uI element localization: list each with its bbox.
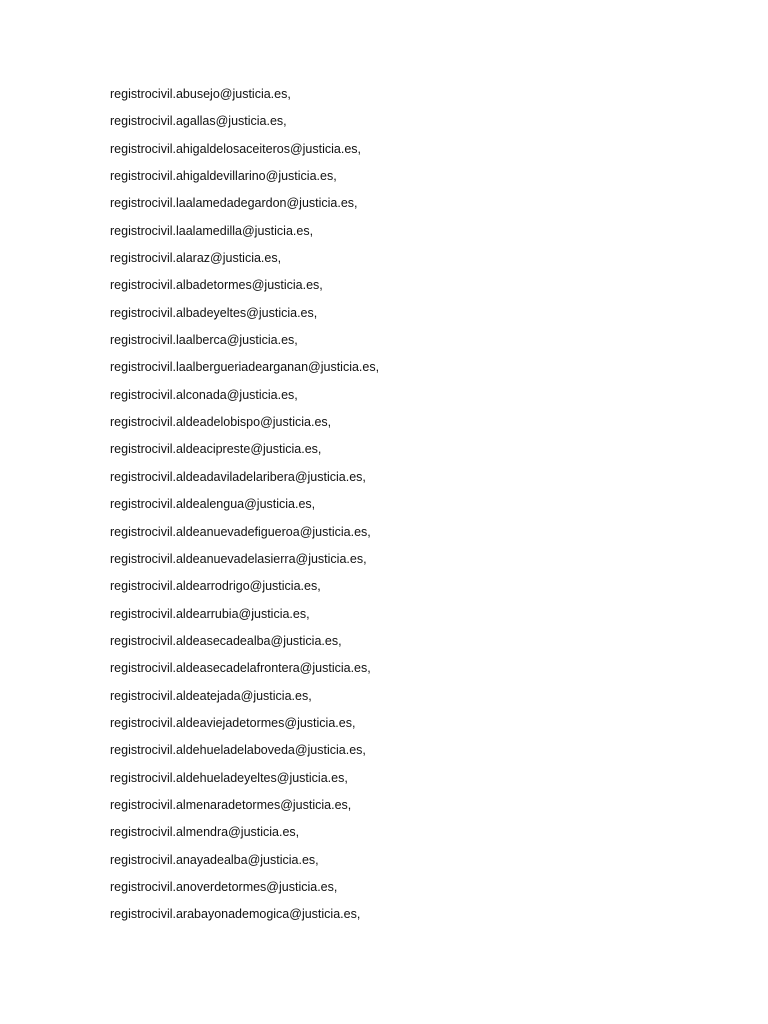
email-line: registrocivil.ahigaldelosaceiteros@justicia.es, <box>110 141 361 156</box>
email-line: registrocivil.albadeyeltes@justicia.es, <box>110 305 318 320</box>
email-line: registrocivil.laalamedilla@justicia.es, <box>110 223 314 238</box>
email-line: registrocivil.aldeaviejadetormes@justicia.es, <box>110 715 356 730</box>
email-line: registrocivil.aldeadelobispo@justicia.es, <box>110 415 332 430</box>
email-line: registrocivil.aldearrodrigo@justicia.es, <box>110 579 321 594</box>
email-line: registrocivil.anoverdetormes@justicia.es, <box>110 879 338 894</box>
email-line: registrocivil.aldehueladelaboveda@justicia.es, <box>110 743 366 758</box>
email-line: registrocivil.abusejo@justicia.es, <box>110 87 291 101</box>
email-line: registrocivil.almenaradetormes@justicia.es, <box>110 797 352 812</box>
email-list <box>110 85 379 933</box>
email-line: registrocivil.aldearrubia@justicia.es, <box>110 606 310 621</box>
email-line: registrocivil.arabayonademogica@justicia.es, <box>110 907 361 922</box>
email-line: registrocivil.laalberca@justicia.es, <box>110 333 298 348</box>
email-line: registrocivil.laalbergueriadearganan@justicia.es, <box>110 360 380 375</box>
email-line: registrocivil.alconada@justicia.es, <box>110 387 298 402</box>
email-line: registrocivil.aldeanuevadelasierra@justicia.es, <box>110 551 367 566</box>
email-line: registrocivil.ahigaldevillarino@justicia.es, <box>110 169 337 184</box>
email-line: registrocivil.agallas@justicia.es, <box>110 114 287 129</box>
email-line: registrocivil.laalamedadegardon@justicia.es, <box>110 196 358 211</box>
email-line: registrocivil.aldealengua@justicia.es, <box>110 497 316 512</box>
email-line: registrocivil.aldeanuevadefigueroa@justicia.es, <box>110 524 371 539</box>
email-line: registrocivil.aldeasecadealba@justicia.es, <box>110 633 342 648</box>
email-line: registrocivil.almendra@justicia.es, <box>110 825 300 840</box>
email-line: registrocivil.aldehueladeyeltes@justicia.es, <box>110 770 348 785</box>
email-line: registrocivil.aldeatejada@justicia.es, <box>110 688 312 703</box>
email-line: registrocivil.anayadealba@justicia.es, <box>110 852 319 867</box>
email-line: registrocivil.aldeasecadelafrontera@justicia.es, <box>110 661 371 676</box>
email-line: registrocivil.alaraz@justicia.es, <box>110 251 282 266</box>
email-line: registrocivil.aldeadaviladelaribera@justicia.es, <box>110 469 366 484</box>
email-line: registrocivil.aldeacipreste@justicia.es, <box>110 442 322 457</box>
email-line: registrocivil.albadetormes@justicia.es, <box>110 278 323 293</box>
